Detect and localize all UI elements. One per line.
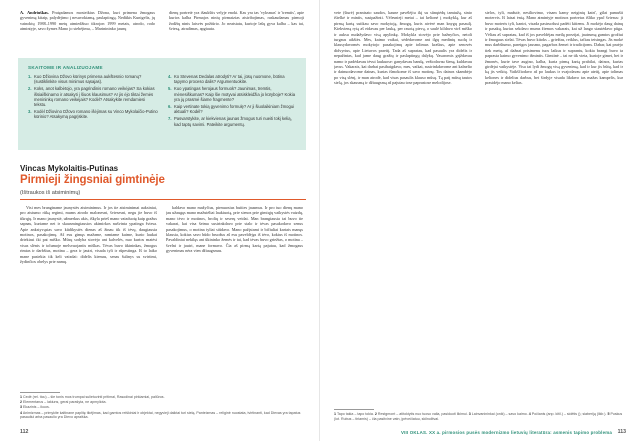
question-text: Koks, anot kalbėtojo, yra pagrindinis romano veikėjas? Sa kokias išsiaiškinamo ir atsakyti į šiuos klausimus? Ar jis ėjo tiktai žemės menininkų romano veikėjais? Kodėl? Atsakykite remdamiesi tekstu.: [34, 86, 155, 108]
page-number: 112: [20, 429, 29, 435]
author-name: Vincas Mykolaitis-Putinas: [20, 164, 119, 173]
question-text: Ko Stevenas Dedalas atrodyti? Ar tai, jūsų nuomone, būtina tapymo proceso dalis? Argumentuokite.: [174, 74, 285, 85]
question-text: Pasvarstykite, ar kiekvienas jaunas žmogus turi nueiti tokį kelią, kad taptų savimi. Pateikite argumentų.: [174, 116, 292, 127]
question-number: 4.: [168, 74, 172, 79]
question-item: [28, 86, 158, 107]
chapter-title: Pirmieji žingsniai gimtinėje: [20, 174, 165, 186]
question-item: [168, 74, 298, 84]
question-item: [168, 86, 298, 102]
running-head: VIII OKLAS. XX a. pirmosios pusės modernizmo lietuvių literatūra: asmenis tapimo problema: [400, 430, 612, 435]
questions-column-2: [168, 74, 298, 129]
text-column-1: [334, 10, 472, 405]
footnote-divider: [20, 392, 60, 393]
paragraph: kaldavo mano mažyčius, pirmuosius buities jausmus. Ir pro tuo dienų mano jau užaugęs mano mažutėliai laukiuotą, prie sienos prie gimtųjų vaikystės vaizdų, mano tėvo ir motinos, brolių ir seserų veidai. Man brangiausia tai buvo tie vakarai, kai visa šeima susirinkdavo prie stalo ir tėvas pasakodavo senus pasakojimus, o motina tyliai siūdavo. Mano pažįstami ir bičiuliai kartais manęs klausia, kokius savo būdo bruožus aš esu paveldėjęs iš tėvo, kokius iš motinos. Pavaldiniai nekilęs ant ūkininko žemės ir tai, kad tėvas buvo griežtas, o motina – švelni ir jautri, mane formavo. Čia aš pirmą kartą pajutau, kad žmogaus gyvenimas nėra vien džiaugsmas.: [166, 205, 303, 254]
right-page: [320, 0, 640, 441]
text-column-1: [20, 205, 157, 388]
question-item: [28, 109, 158, 119]
footnote: 3 Ekazinis – ikuos.: [20, 405, 50, 410]
footnote: 1 Cedė (rel. ticu) – šie tonis mos trumpai sulietuvinti pritimai, Rasodinai pirkiamiai, paliūros.: [20, 395, 165, 399]
footnotes: [334, 412, 624, 422]
question-number: 2.: [28, 86, 32, 92]
question-item: [168, 116, 298, 126]
question-item: [28, 74, 158, 84]
questions-column-1: [28, 74, 158, 122]
footnote-divider: [334, 409, 374, 410]
intro-column-2: [169, 10, 304, 48]
paragraph: Visi mes branginame jaunystės atsiminimus. Ir jos tie atsiminimai auksiniai, pro atstumo rūką regimi, mums atrodo malonesni, šviesesni, negu jie buvo iš tikrųjų. Ir mano jaunystė, užmerkus akis, iškyla prieš mano vaizduotę kaip gražus sapnas, kuriame net ir skausmingiausios akimirkos nušvinta ypatinga šviesa. Apie ankstyvąsias savo kūdikystės dienas aš žinau tik iš tėvų, daugiausia motinos, pasakojimų. Aš esu gimęs mažame, ramiame kaime, kurio laukai driekiasi iki pat miško. Mūsų sodyba stovėjo ant kalvelės, nuo kurios matėsi visas slėnis ir tolumoje melsvuojantis miškas. Tėvas buvo ūkininkas, žmogus rimtas ir darbštus, motina – gera ir jautri, visada tyli ir rūpestinga. Iš to laiko mane pasiekia tik keli vaizdai: didelis kiemas, senas šulinys su svirtimi, žydinčios obelys prie namų.: [20, 205, 157, 265]
text-column-2: [485, 10, 623, 405]
intro-lead: A. Andriuškas.: [20, 10, 49, 15]
page-number: 113: [617, 429, 626, 435]
text-column-2: [166, 205, 303, 388]
title-divider: [20, 199, 306, 200]
footnote: 4 Animizmas – primykite kaltinane paplitę tikėjimas, kad gamtos reiškiniai ir objektai, negyvieji daiktai turi sielą. Panteizmas – religinė nuostata, tvirtinanti, kad Dievas yra tapatus pasauliui arba pasaulio yra Dievo apraiška.: [20, 410, 301, 420]
footnote: 1 Tapo takia – tapo tokia. 2 Restgmont – atitoktytis nuo tuoso valia, pasiduoti likimui. 3 Lainvanininkai (onik) – savo kaimo. 4 Počianis (anp. kitil.) – sidėtis (); siaberiją (liklr.). 5 Puskus (lot. Rubus – tiriamis) – čia pasitvine vatn, įpėvečiatuu, skilnolitvai.: [334, 412, 623, 421]
questions-title: SKAITOME IR ANALIZUOJAME: [28, 65, 103, 70]
paragraph: vete (šiurė) pranisato saudos, kaune pavėlėjiu ikį su sūnųtėdų tamiužą, sinio ištelkė ir mintis, susipažinti. Vėlesnieji metai – tai kelionė į mokyklą, kur aš pirmą kartą sutikau savo mokytoją, žmogų, kuris atvėrė man knygų pasaulį. Kiekvieną rytą aš eidavau per lauką, per rasotą pievą, o saulė kildavo virš miško ir auksu nudažydavo visą apylinkę. Mokykla stovėjo prie bažnyčios, netoli turgaus aikštės. Mes, kaimo vaikai, sėdėdavome ant ilgų medinių suolų ir klausydavomės mokytojo pasakojimų apie tolimus kraštus, apie senovės didvyrius, apie Lietuvos praeitį. Tada aš supratau, kad pasaulis yra didelis ir nepažintas, kad jame daug gražių ir paslaptingų dalykų. Vasaromis grįždavau namo ir padėdavau tėvui laukuose: ganydavau bandą, vežiodavau šieną, kuldavau javus. Vakarais, kai darbai pasibaigdavo, mes, vaikai, susirinkdavome ant kalnelio ir dainuodavome dainas, kurias išmokome iš savo motinų. Tos dainos skambėjo po visą slėnį, ir man atrodė, kad visas pasaulis klauso mūsų. Tą patį mūsų tautos sielą, jos skausmą ir džiaugsmą aš pajutau tose paprastose melodijose.: [334, 10, 472, 86]
question-text: Kuo Džiovina Džovo kūrinys primena aukštesnio romanų? (sustiklinkite visus minimus sąsajas).: [34, 74, 142, 85]
chapter-subtitle: (Ištraukos iš atsiminimų): [20, 190, 81, 196]
question-text: Kuo ypatingas herojaus formuok? Jaunimas, tremtis, mėnesiškumas? Kaip šie motyvai atsiskleidžia jo kūryboje? Kokia yra jų prasmė šiame fragmente?: [174, 86, 296, 102]
question-number: 3.: [28, 109, 32, 115]
question-text: Kodėl Džiovino Džovo romano išėjimas su Vinco Mykolaičio-Putino kūrinio? Atsakymą pagrįskite.: [34, 109, 158, 120]
questions-box: [18, 58, 306, 150]
question-number: 6.: [168, 104, 172, 110]
intro-text-1: Pratęsdamos mosteikius Džona, kuri primena žmogaus gyvenimą kitaip, palydėjimo į nesuvokiamą, paslaptingą. Nedūkis Kunigelis, jų vainoktų 1988–1990 metų atmiedžiuo tikrojon 1999 metais, atrodo, rodo atmintyje, savo žymes Mano jo stebėjimu, – Marinininko jaunų: [20, 10, 155, 32]
question-number: 7.: [168, 116, 172, 122]
footnote: 2 Elementarus – lakiuns, gerai parašyta, ne apmyliota.: [20, 400, 107, 405]
question-item: [168, 104, 298, 114]
question-text: Kaip vertinate tokią gyvenimo formulę? Ar ji šiuolaikiniam žmogui aktuali? Kodėl?: [174, 104, 295, 115]
question-number: 1.: [28, 74, 32, 79]
paragraph: sielos, tyli, mažutė, nesiliovimo, visam kamy neiginių katri', gilai pamušti motervis. Iš laisai ėnią. Mano atmintyje motinos portretas išliko ypač šviesus: ji buvo moteris tyli, kantri, visada pasiruošusi padėti kitiems. Ji mokėjo daug dainų ir pasakų, kurias sekdavo mums žiemos vakarais, kai už lango siautėdavo pūga. Vėliau aš supratau, kad iš jos paveldėjau meilę poezijai, jautrumą gamtos grožiui ir žmogaus sielai. Tėvas buvo kitoks – griežtas, reiklus, tačiau teisingas. Jis mokė mus darbštumo, pareigos jausmo, pagarbos žemei ir tradicijoms. Dabar, kai praėjo tiek metų, aš dažnai prisimenu tuos laikus ir suprantu, kokia brangi buvo ta paprasta kaimo gyvenimo išmintis. Gimtinė – tai ne tik vieta, kurioje gimei, bet ir žmonės, kurie tave augino, kalba, kuria pirmą kartą prabilai, dainos, kurias girdėjai vaikystėje. Visa tai lydi žmogų visą gyvenimą, kad ir kur jis būtų, kad ir ką jis veiktų. Vaikščiodavo aš po laukus ir svajodavau apie ateitį, apie tolimas keliones ir didelius darbus, bet širdyje visada likdavo tas mažas kampelis, kur prasidėjo mano kelias.: [485, 10, 623, 86]
intro-text-2: dienų portretė yra išaukštis velyje enoki. Kas yra tas 'vyksmas' ir 'tremtis', apie kurios kalba Pirmajos ninių pirmaizias atsiribojimas, raskaudamas pirmoji žodžių ninis laisvės požiūrio. Jo neatstatu, kurioje lašų gyva kalba – kas tai, šviesą, atradimas, apgiauta.: [169, 10, 304, 32]
question-number: 5.: [168, 86, 172, 92]
footnotes: [20, 395, 306, 421]
intro-column-1: [20, 10, 155, 48]
